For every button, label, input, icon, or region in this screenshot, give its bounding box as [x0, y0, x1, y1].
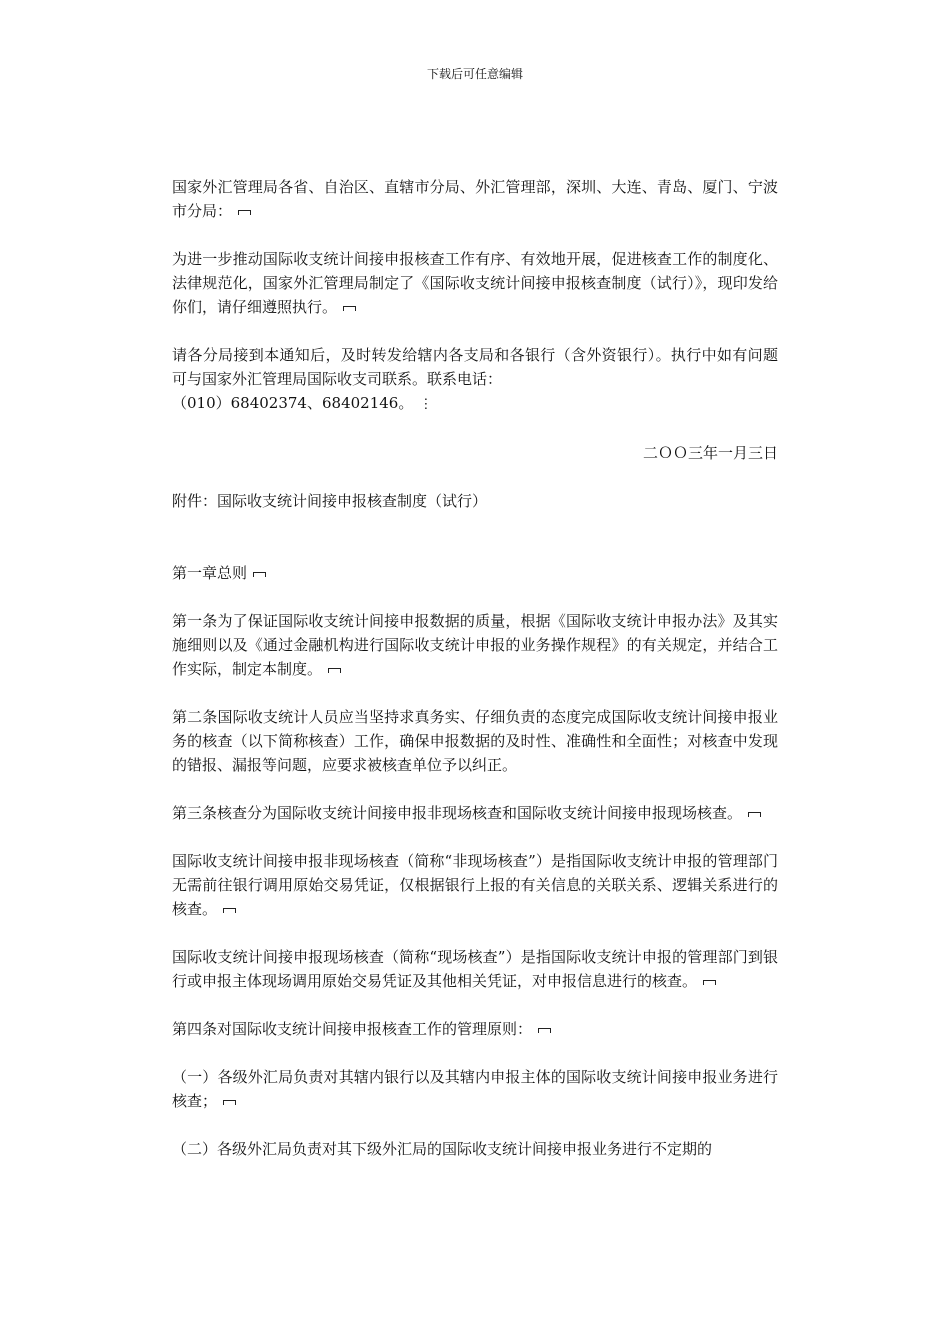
chapter-text: 第一章总则 — [172, 564, 248, 582]
intro-paragraph — [172, 247, 778, 319]
article-4-item-2 — [172, 1137, 778, 1161]
offsite-definition — [172, 849, 778, 921]
article-1 — [172, 609, 778, 681]
recipients-text: 国家外汇管理局各省、自治区、直辖市分局、外汇管理部，深圳、大连、青岛、厦门、宁波市分局： — [172, 178, 778, 220]
paragraph-mark-icon — [538, 1028, 551, 1033]
notice-text: 请各分局接到本通知后，及时转发给辖内各支局和各银行（含外资银行）。执行中如有问题可与国家外汇管理局国际收支司联系。联系电话： — [172, 346, 778, 388]
recipients-paragraph — [172, 175, 778, 223]
article-2 — [172, 705, 778, 777]
onsite-definition-text: 国际收支统计间接申报现场核查（简称“现场核查”）是指国际收支统计申报的管理部门到银行或申报主体现场调用原始交易凭证及其他相关凭证，对申报信息进行的核查。 — [172, 948, 778, 990]
article-2-text: 第二条国际收支统计人员应当坚持求真务实、仔细负责的态度完成国际收支统计间接申报业务的核查（以下简称核查）工作，确保申报数据的及时性、准确性和全面性；对核查中发现的错报、漏报等问题，应要求被核查单位予以纠正。 — [172, 708, 778, 774]
article-3-text: 第三条核查分为国际收支统计间接申报非现场核查和国际收支统计间接申报现场核查。 — [172, 804, 743, 822]
article-4 — [172, 1017, 778, 1041]
article-1-text: 第一条为了保证国际收支统计间接申报数据的质量，根据《国际收支统计申报办法》及其实施细则以及《通过金融机构进行国际收支统计申报的业务操作规程》的有关规定，并结合工作实际，制定本制度。 — [172, 612, 778, 678]
onsite-definition — [172, 945, 778, 993]
paragraph-mark-icon — [223, 908, 236, 913]
offsite-definition-text: 国际收支统计间接申报非现场核查（简称“非现场核查”）是指国际收支统计申报的管理部门无需前往银行调用原始交易凭证，仅根据银行上报的有关信息的关联关系、逻辑关系进行的核查。 — [172, 852, 778, 918]
phone-text: （010）68402374、68402146。 — [172, 394, 414, 412]
chapter-heading — [172, 561, 778, 585]
article-3 — [172, 801, 778, 825]
document-body — [172, 175, 778, 1185]
paragraph-mark-icon — [223, 1100, 236, 1105]
article-4-text: 第四条对国际收支统计间接申报核查工作的管理原则： — [172, 1020, 533, 1038]
issue-date: 二ＯＯ三年一月三日 — [642, 444, 778, 462]
paragraph-mark-icon — [253, 572, 266, 577]
item-1-text: （一）各级外汇局负责对其辖内银行以及其辖内申报主体的国际收支统计间接申报业务进行核查； — [172, 1068, 778, 1110]
attachment-line: 附件：国际收支统计间接申报核查制度（试行） — [172, 492, 488, 510]
paragraph-mark-icon — [748, 812, 761, 817]
intro-text: 为进一步推动国际收支统计间接申报核查工作有序、有效地开展，促进核查工作的制度化、法律规范化，国家外汇管理局制定了《国际收支统计间接申报核查制度（试行）》，现印发给你们，请仔细遵照执行。 — [172, 250, 778, 316]
page-header-note: 下载后可任意编辑 — [426, 67, 523, 81]
paragraph-mark-icon — [703, 980, 716, 985]
paragraph-mark-icon — [238, 210, 251, 215]
paragraph-mark-icon — [343, 306, 356, 311]
paragraph-mark-icon — [328, 668, 341, 673]
vertical-ellipsis-icon: ⋮ — [419, 397, 433, 412]
article-4-item-1 — [172, 1065, 778, 1113]
item-2-text: （二）各级外汇局负责对其下级外汇局的国际收支统计间接申报业务进行不定期的 — [172, 1140, 713, 1158]
notice-paragraph — [172, 343, 778, 417]
